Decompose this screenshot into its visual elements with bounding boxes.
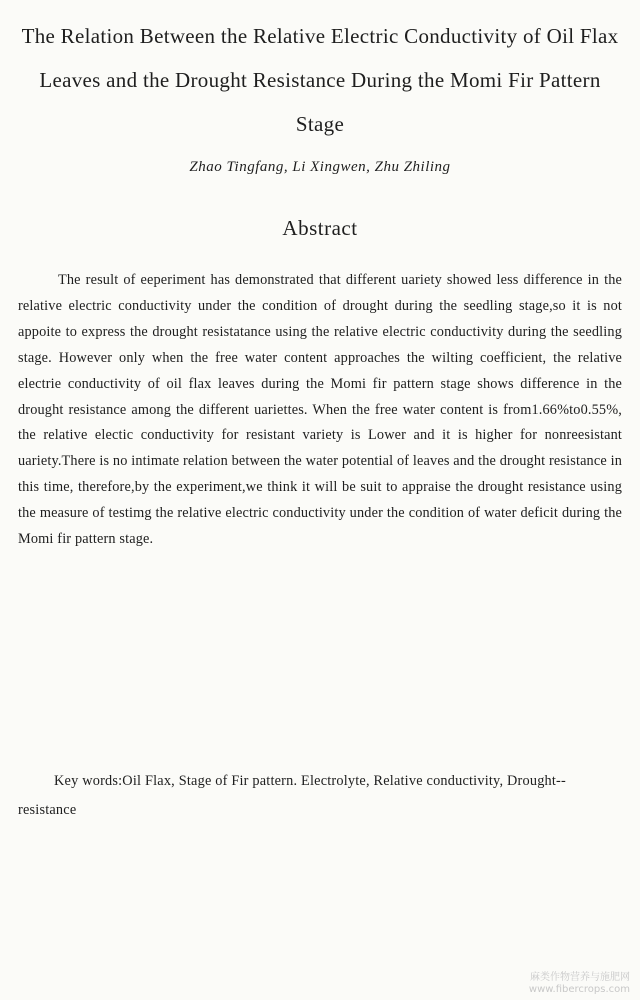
author-list: Zhao Tingfang, Li Xingwen, Zhu Zhiling bbox=[189, 159, 451, 175]
paper-title: The Relation Between the Relative Electric Conductivity of Oil Flax Leaves and the Drought Resistance During the Momi Fir Pattern Stage bbox=[21, 24, 619, 136]
abstract-heading: Abstract bbox=[282, 216, 358, 240]
watermark-line-2: www.fibercrops.com bbox=[528, 984, 630, 995]
abstract-text: The result of eeperiment has demonstrated that different uariety showed less difference in the relative electric conductivity under the condition of drought during the seedling stage,so it is not appoite to express the drought resistatance using the relative electric conductivity during the seedling stage. However only when the free water content approaches the wilting coefficient, the relative electrie conductivity of oil flax leaves during the Momi fir pattern stage shows difference in the drought resistance among the different uariettes. When the free water content is from1.66%to0.55%, the relative electic conductivity for resistant variety is Lower and it is higher for nonreesistant uariety.There is no intimate relation between the water potential of leaves and the drought resistance in this time, therefore,by the experiment,we think it will be suit to appraise the drought resistance using the measure of testimg the relative electric conductivity under the condition of water deficit during the Momi fir pattern stage. bbox=[18, 272, 622, 548]
keywords: Key words:Oil Flax, Stage of Fir pattern. Electrolyte, Relative conductivity, Drought--resistance bbox=[18, 773, 566, 818]
watermark-line-1: 麻类作物营养与施肥网 bbox=[530, 972, 630, 983]
site-watermark bbox=[529, 972, 630, 996]
